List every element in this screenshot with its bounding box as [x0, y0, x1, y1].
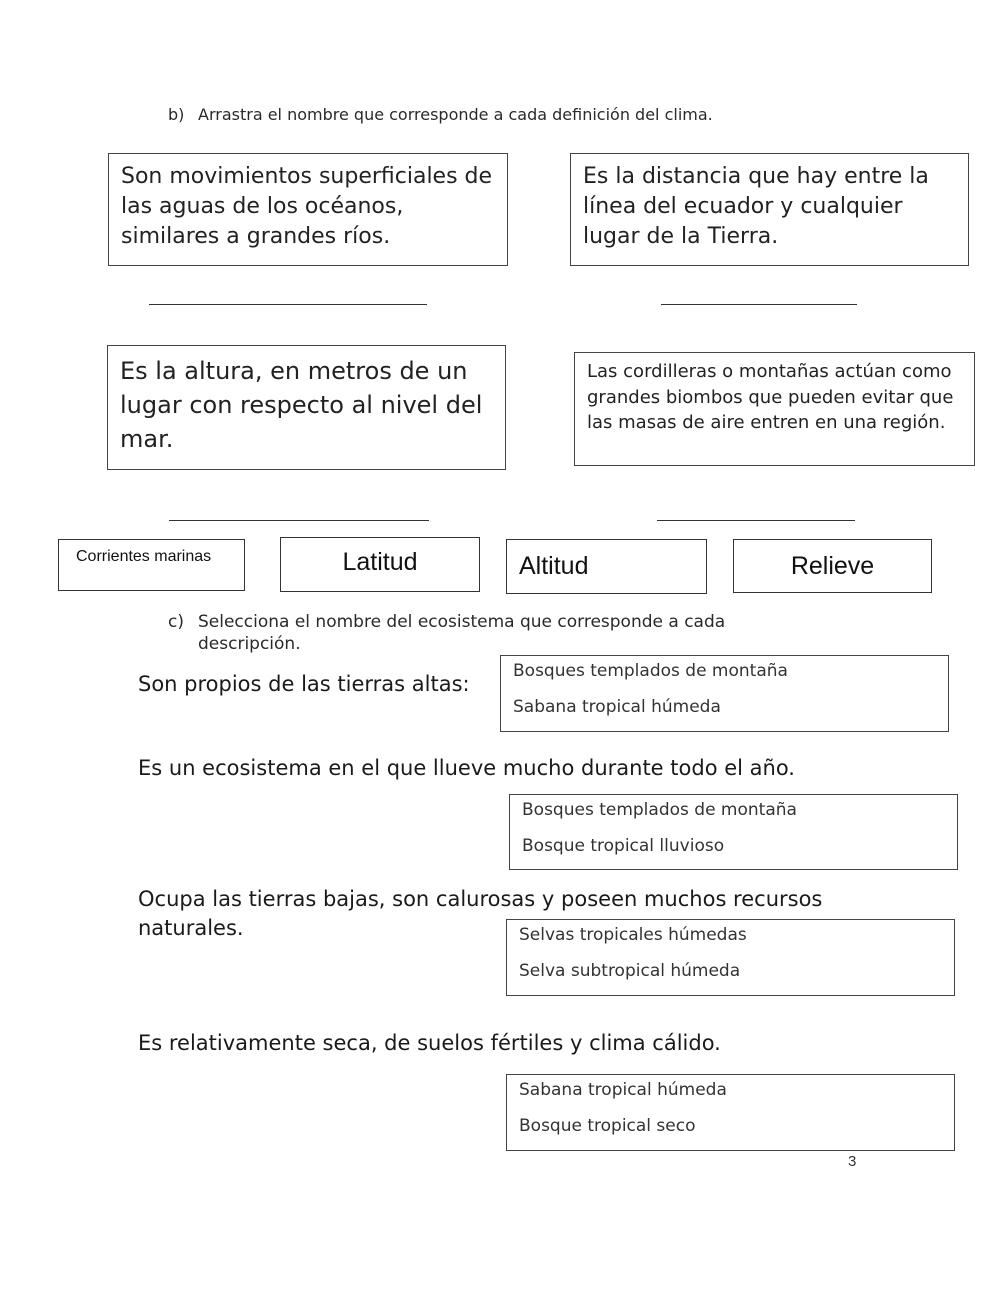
page-number: 3 [848, 1153, 857, 1170]
word-relieve-label: Relieve [790, 551, 875, 580]
question-2-option-1[interactable]: Bosques templados de montaña [522, 800, 797, 820]
word-latitud-label: Latitud [342, 548, 418, 576]
answer-drop-zone-2[interactable] [661, 304, 857, 305]
definition-text-3: Es la altura, en metros de un lugar con respecto al nivel del mar. [120, 357, 483, 453]
question-2-options [509, 794, 958, 870]
question-4-text: Es relativamente seca, de suelos fértiles y clima cálido. [138, 1031, 721, 1055]
answer-drop-zone-4[interactable] [657, 520, 855, 521]
section-c-instruction-text: Selecciona el nombre del ecosistema que corresponde a cada descripción. [198, 612, 726, 654]
question-4-option-1[interactable]: Sabana tropical húmeda [519, 1080, 727, 1100]
question-4-option-2[interactable]: Bosque tropical seco [519, 1116, 696, 1136]
section-b-instruction-text: Arrastra el nombre que corresponde a cada definición del clima. [198, 105, 713, 124]
section-c-marker: c) [168, 612, 184, 632]
word-corrientes-marinas-label: Corrientes marinas [76, 548, 212, 565]
word-relieve[interactable] [733, 539, 932, 593]
question-2-text: Es un ecosistema en el que llueve mucho durante todo el año. [138, 756, 795, 780]
question-4-options [506, 1074, 955, 1151]
word-corrientes-marinas[interactable] [58, 539, 245, 591]
section-b-instruction [168, 104, 868, 126]
question-2-option-2[interactable]: Bosque tropical lluvioso [522, 836, 725, 856]
definition-text-1: Son movimientos superficiales de las aguas de los océanos, similares a grandes ríos. [121, 164, 493, 249]
word-latitud[interactable] [280, 537, 480, 592]
question-1-option-2[interactable]: Sabana tropical húmeda [513, 697, 721, 717]
answer-drop-zone-1[interactable] [149, 304, 427, 305]
definition-box-1 [108, 153, 508, 266]
question-1-option-1[interactable]: Bosques templados de montaña [513, 661, 788, 681]
definition-text-2: Es la distancia que hay entre la línea del ecuador y cualquier lugar de la Tierra. [583, 164, 929, 249]
definition-box-2 [570, 153, 969, 266]
section-c-instruction [168, 611, 788, 655]
definition-box-3 [107, 345, 506, 470]
word-altitud-label: Altitud [519, 552, 589, 580]
question-3-option-2[interactable]: Selva subtropical húmeda [519, 961, 741, 981]
question-3-text: Ocupa las tierras bajas, son calurosas y poseen muchos recursos naturales. [138, 887, 823, 940]
question-3-option-1[interactable]: Selvas tropicales húmedas [519, 925, 747, 945]
question-3-options [506, 919, 955, 996]
question-1-text: Son propios de las tierras altas: [138, 672, 470, 696]
definition-box-4 [574, 352, 975, 466]
question-1-options [500, 655, 949, 732]
definition-text-4: Las cordilleras o montañas actúan como grandes biombos que pueden evitar que las masas de aire entren en una región. [587, 361, 954, 433]
section-b-marker: b) [168, 105, 185, 124]
answer-drop-zone-3[interactable] [169, 520, 429, 521]
word-altitud[interactable] [506, 539, 707, 594]
